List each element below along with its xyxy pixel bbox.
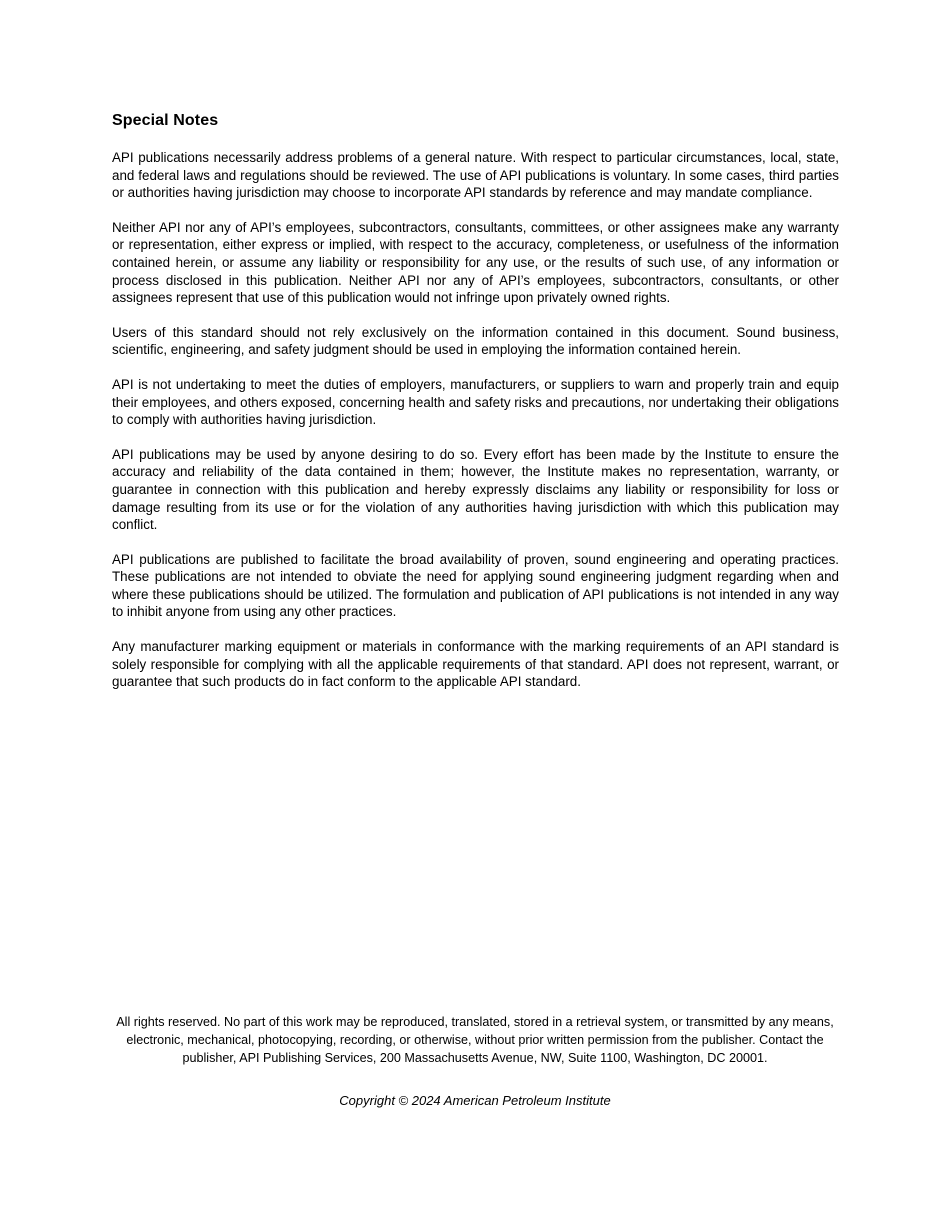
copyright-line: Copyright © 2024 American Petroleum Institute [339, 1093, 611, 1109]
paragraph-general-nature: API publications necessarily address problems of a general nature. With respect to particular circumstances, local, state, and federal laws and regulations should be reviewed. The use of API publications is voluntary. In some cases, third parties or authorities having jurisdiction may choose to incorporate API standards by reference and may mandate compliance. [112, 150, 839, 201]
paragraph-warranty-disclaimer: Neither API nor any of API’s employees, subcontractors, consultants, committees, or other assignees make any warranty or representation, either express or implied, with respect to the accuracy, completeness, or usefulness of the information contained herein, or assume any liability or responsibility for any use, or the results of such use, of any information or process disclosed in this publication. Neither API nor any of API’s employees, subcontractors, consultants, or other assignees represent that use of this publication would not infringe upon privately owned rights. [112, 219, 839, 306]
paragraph-users-judgment: Users of this standard should not rely exclusively on the information contained in this document. Sound business, scientific, engineering, and safety judgment should be used in employing the information contained herein. [112, 324, 839, 358]
page-title: Special Notes [112, 112, 219, 129]
paragraph-marking-requirements: Any manufacturer marking equipment or materials in conformance with the marking requirements of an API standard is solely responsible for complying with all the applicable requirements of that standard. API does not represent, warrant, or guarantee that such products do in fact conform to the applicable API standard. [112, 639, 839, 690]
paragraph-employer-duties: API is not undertaking to meet the duties of employers, manufacturers, or suppliers to warn and properly train and equip their employees, and others exposed, concerning health and safety risks and precautions, nor undertaking their obligations to comply with authorities having jurisdiction. [112, 376, 839, 428]
paragraph-engineering-practices: API publications are published to facilitate the broad availability of proven, sound engineering and operating practices. These publications are not intended to obviate the need for applying sound engineering judgment regarding when and where these publications should be utilized. The formulation and publication of API publications is not intended in any way to inhibit anyone from using any other practices. [112, 551, 839, 620]
rights-notice: All rights reserved. No part of this work may be reproduced, translated, stored in a retrieval system, or transmitted by any means, electronic, mechanical, photocopying, recording, or otherwise, without prior written permission from the publisher. Contact the publisher, API Publishing Services, 200 Massachusetts Avenue, NW, Suite 1100, Washington, DC 20001. [116, 1015, 834, 1065]
page-content [112, 112, 839, 708]
paragraph-use-liability: API publications may be used by anyone desiring to do so. Every effort has been made by the Institute to ensure the accuracy and reliability of the data contained in them; however, the Institute makes no representation, warranty, or guarantee in connection with this publication and hereby expressly disclaims any liability or responsibility for loss or damage resulting from its use or for the violation of any authorities having jurisdiction with which this publication may conflict. [112, 446, 839, 533]
page-footer [113, 1014, 837, 1109]
